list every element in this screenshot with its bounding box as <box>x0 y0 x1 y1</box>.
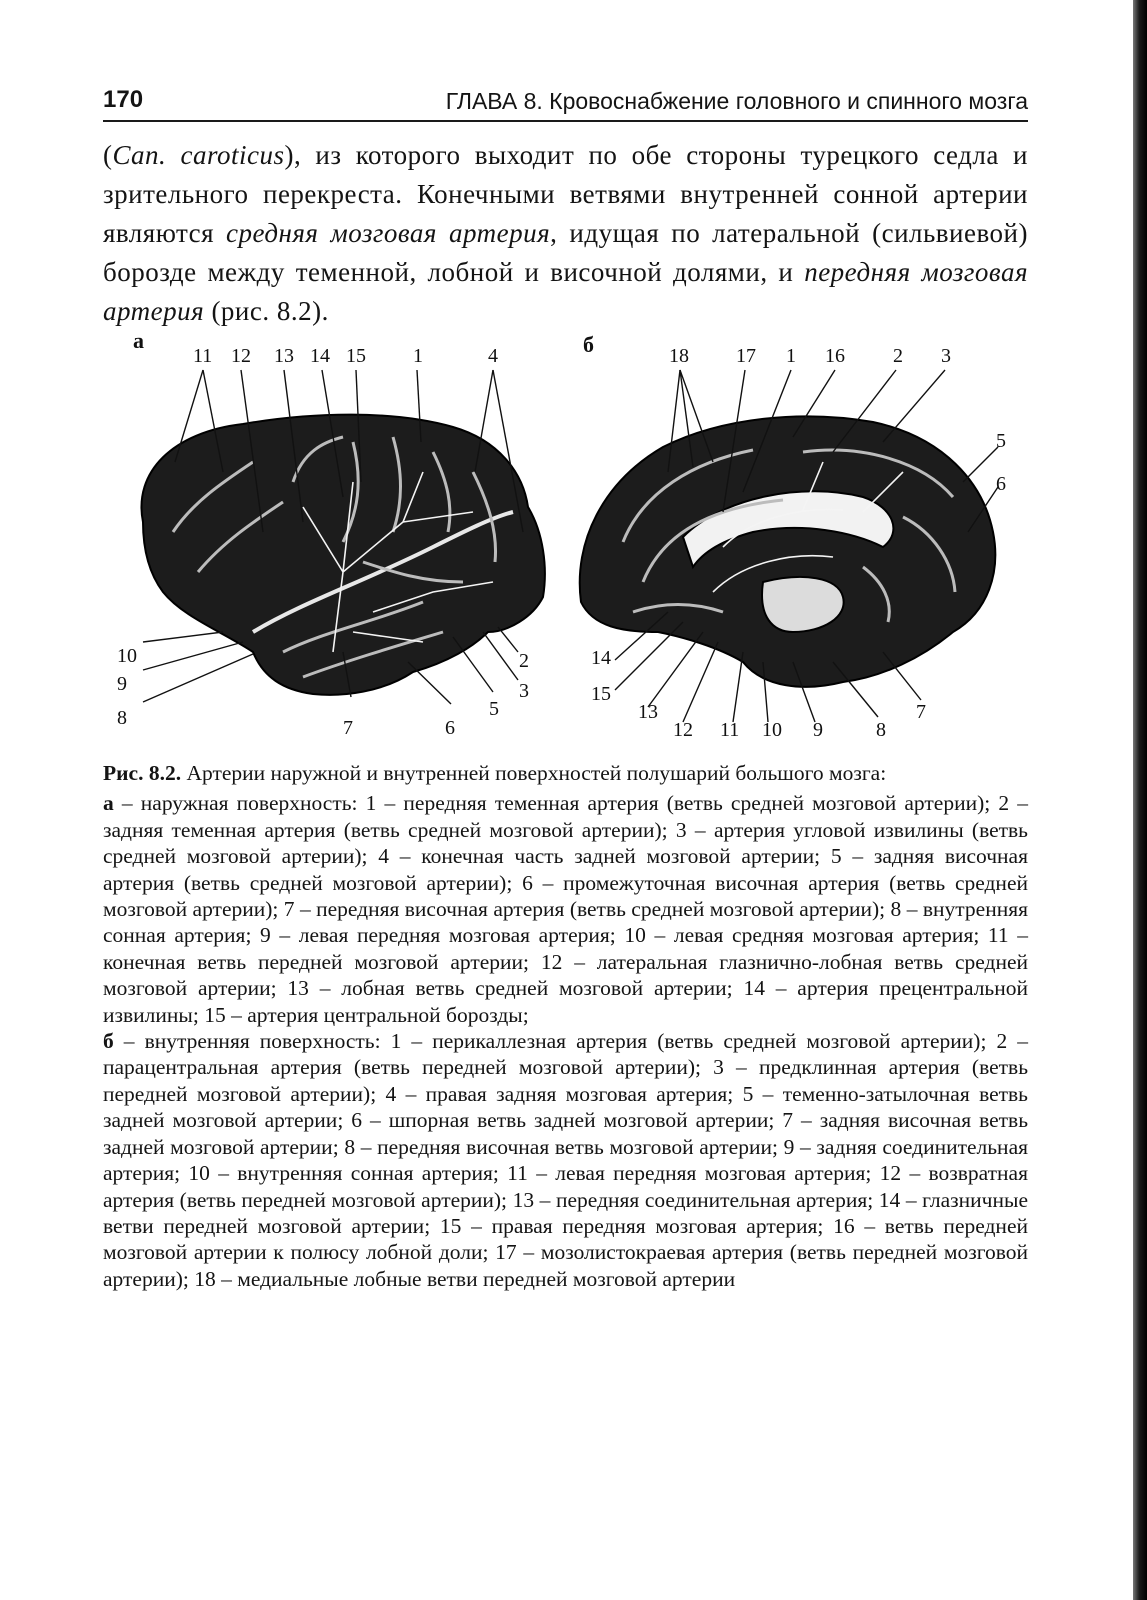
label-b-14: 14 <box>591 647 611 669</box>
label-a-10: 10 <box>117 645 137 667</box>
label-b-17: 17 <box>736 345 756 367</box>
intro-term-middle-cerebral: средняя мозговая артерия <box>226 218 551 248</box>
figure-caption <box>103 760 1028 1292</box>
label-b-18: 18 <box>669 345 689 367</box>
label-a-15: 15 <box>346 345 366 367</box>
label-b-11: 11 <box>720 719 740 741</box>
caption-panel-b-letter: б <box>103 1029 114 1054</box>
intro-text-2: , идущая по латеральной (сильвиевой) борозде между теменной, лобной и височной долями, и <box>103 218 1028 287</box>
medial-hemisphere-outline <box>580 416 996 686</box>
caption-title <box>103 760 1028 786</box>
label-a-14: 14 <box>310 345 330 367</box>
panel-a-letter: а <box>133 332 144 353</box>
label-a-6: 6 <box>445 717 455 739</box>
label-b-12: 12 <box>673 719 693 741</box>
intro-term-anterior-cerebral: передняя мозговая артерия <box>103 257 1028 326</box>
label-b-3: 3 <box>941 345 951 367</box>
label-a-9: 9 <box>117 673 127 695</box>
label-b-13: 13 <box>638 701 658 723</box>
caption-panel-b <box>103 1028 1028 1292</box>
label-a-5: 5 <box>489 698 499 720</box>
label-b-15: 15 <box>591 683 611 705</box>
running-title: ГЛАВА 8. Кровоснабжение головного и спинного мозга <box>445 88 1028 114</box>
page-edge-shadow <box>1133 0 1147 1600</box>
label-a-13: 13 <box>274 345 294 367</box>
label-b-9: 9 <box>813 719 823 741</box>
panel-b-medial-hemisphere <box>580 332 1006 741</box>
figure-8-2 <box>103 332 1028 750</box>
label-b-16: 16 <box>825 345 845 367</box>
label-a-3: 3 <box>519 680 529 702</box>
caption-figure-title: Артерии наружной и внутренней поверхностей полушарий большого мозга: <box>181 761 887 785</box>
label-a-12: 12 <box>231 345 251 367</box>
label-a-7: 7 <box>343 717 353 739</box>
label-b-7: 7 <box>916 701 926 723</box>
intro-text-3: (рис. 8.2). <box>204 296 329 326</box>
intro-latin-term: Can. caroticus <box>112 140 285 170</box>
caption-panel-a <box>103 790 1028 1028</box>
intro-open-paren: ( <box>103 140 113 170</box>
intro-paragraph <box>103 136 1028 331</box>
label-b-2: 2 <box>893 345 903 367</box>
label-a-8: 8 <box>117 707 127 729</box>
label-b-6: 6 <box>996 473 1006 495</box>
label-a-1: 1 <box>413 345 423 367</box>
brain-arteries-illustration <box>103 332 1028 750</box>
caption-panel-a-text: – наружная поверхность: 1 – передняя теменная артерия (ветвь средней мозговой артерии); 2 – задняя теменная артерия (ветвь средней мозговой артерии); 3 – артерия угловой извилины (ветвь средней мозговой артерии); 4 – конечная часть задней мозговой артерии; 5 – задняя височная артерия (ветвь средней мозговой артерии); 6 – промежуточная височная артерия (ветвь средней мозговой артерии); 7 – передняя височная артерия (ветвь средней мозговой артерии); 8 – внутренняя сонная артерия; 9 – левая передняя мозговая артерия; 10 – левая средняя мозговая артерия; 11 – конечная ветвь передней мозговой артерии; 12 – латеральная глазнично-лобная ветвь средней мозговой артерии; 13 – лобная ветвь средней мозговой артерии; 14 – артерия прецентральной извилины; 15 – артерия центральной борозды; <box>103 791 1028 1027</box>
label-b-1: 1 <box>786 345 796 367</box>
label-a-11: 11 <box>193 345 213 367</box>
label-b-10: 10 <box>762 719 782 741</box>
panel-b-letter: б <box>583 332 594 357</box>
caption-panel-b-text: – внутренняя поверхность: 1 – перикаллезная артерия (ветвь средней мозговой артерии); 2 – парацентральная артерия (ветвь передней мозговой артерии); 3 – предклинная артерия (ветвь передней мозговой артерии); 4 – правая задняя мозговая артерия; 5 – теменно-затылочная ветвь задней мозговой артерии; 6 – шпорная ветвь задней мозговой артерии; 7 – задняя височная ветвь задней мозговой артерии; 8 – передняя височная ветвь мозговой артерии; 9 – задняя соединительная артерия; 10 – внутренняя сонная артерия; 11 – левая передняя мозговая артерия; 12 – возвратная артерия (ветвь передней мозговой артерии); 13 – передняя соединительная артерия; 14 – глазничные ветви передней мозговой артерии; 15 – правая передняя мозговая артерия; 16 – ветвь передней мозговой артерии к полюсу лобной доли; 17 – мозолистокраевая артерия (ветвь передней мозговой артерии); 18 – медиальные лобные ветви передней мозговой артерии <box>103 1029 1028 1291</box>
intro-text-1: ), из которого выходит по обе стороны турецкого седла и зрительного перекреста. Конечными ветвями внутренней сонной артерии являются <box>103 140 1028 248</box>
label-b-5: 5 <box>996 430 1006 452</box>
caption-figure-label: Рис. 8.2. <box>103 761 182 785</box>
page-number: 170 <box>103 86 144 113</box>
panel-a-lateral-hemisphere <box>117 332 545 739</box>
label-b-8: 8 <box>876 719 886 741</box>
label-a-2: 2 <box>519 650 529 672</box>
caption-panel-a-letter: а <box>103 791 114 816</box>
label-a-4: 4 <box>488 345 498 367</box>
page-header <box>103 86 1028 122</box>
